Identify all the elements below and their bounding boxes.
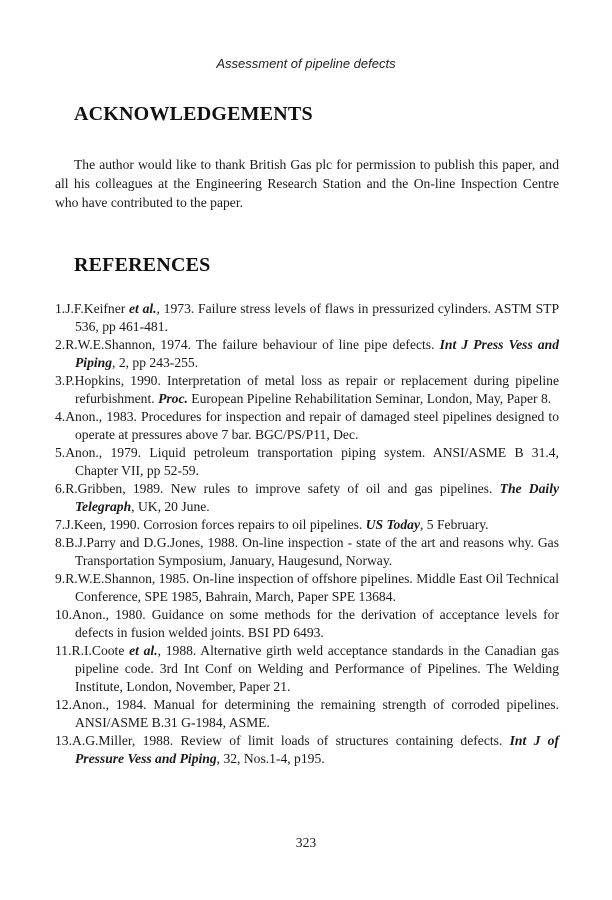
acknowledgements-paragraph: The author would like to thank British Gas plc for permission to publish this paper, and all his colleagues at the Engineering Research Station and the On-line Inspection Centre who have contributed to the paper. [55, 157, 559, 210]
reference-item [55, 606, 559, 642]
reference-number: 2. [55, 337, 66, 352]
reference-text: J.F.Keifner [65, 301, 130, 316]
reference-text: , 1973. Failure stress levels of flaws in pressurized cylinders. ASTM STP 536, pp 461-481. [75, 301, 560, 334]
reference-italic-text: Proc. [158, 391, 188, 406]
reference-text: , 5 February. [419, 517, 489, 532]
reference-number: 7. [55, 517, 66, 532]
reference-item [55, 300, 559, 336]
reference-text: , 32, Nos.1-4, p195. [216, 751, 325, 766]
reference-item [55, 732, 559, 768]
reference-italic-text: Int J Press Vess and Piping [75, 337, 559, 370]
reference-item [55, 408, 559, 444]
reference-text: R.Gribben, 1989. New rules to improve safety of oil and gas pipelines. [65, 481, 500, 496]
page-number: 323 [295, 835, 317, 850]
reference-number: 4. [55, 409, 66, 424]
reference-text: , 2, pp 243-255. [112, 355, 199, 370]
reference-text: Anon., 1980. Guidance on some methods for the derivation of acceptance levels for defects in fusion welded joints. BSI PD 6493. [72, 607, 559, 640]
reference-item [55, 516, 559, 534]
reference-number: 3. [55, 373, 66, 388]
reference-number: 1. [55, 301, 66, 316]
reference-text: European Pipeline Rehabilitation Seminar, London, May, Paper 8. [187, 391, 552, 406]
reference-text: , 1988. Alternative girth weld acceptance standards in the Canadian gas pipeline code. 3rd Int Conf on Welding and Performance of Pipelines. The Welding Institute, London, November, Paper 21. [75, 643, 559, 694]
reference-item [55, 444, 559, 480]
reference-italic-text: Int J of Pressure Vess and Piping [75, 733, 560, 766]
reference-item [55, 372, 559, 408]
reference-item [55, 642, 559, 696]
reference-italic-text: The Daily Telegraph [75, 481, 559, 514]
reference-italic-text: US Today [365, 517, 420, 532]
reference-text: R.W.E.Shannon, 1974. The failure behaviour of line pipe defects. [65, 337, 440, 352]
reference-list [55, 300, 559, 768]
reference-text: J.Keen, 1990. Corrosion forces repairs to oil pipelines. [65, 517, 366, 532]
reference-number: 11. [55, 643, 72, 658]
reference-text: Anon., 1983. Procedures for inspection and repair of damaged steel pipelines designed to operate at pressures above 7 bar. BGC/PS/P11, Dec. [65, 409, 559, 442]
reference-number: 5. [55, 445, 66, 460]
reference-text: R.I.Coote [71, 643, 130, 658]
running-head: Assessment of pipeline defects [216, 56, 396, 71]
reference-item [55, 336, 559, 372]
reference-number: 8. [55, 535, 66, 550]
reference-item [55, 480, 559, 516]
reference-text: P.Hopkins, 1990. Interpretation of metal loss as repair or replacement during pipeline refurbishment. [65, 373, 559, 406]
reference-number: 9. [55, 571, 66, 586]
reference-number: 10. [55, 607, 72, 622]
reference-item [55, 696, 559, 732]
reference-italic-text: et al. [129, 301, 157, 316]
reference-text: B.J.Parry and D.G.Jones, 1988. On-line inspection - state of the art and reasons why. Gas Transportation Symposium, January, Haugesund, Norway. [65, 535, 559, 568]
references-heading: REFERENCES [74, 254, 211, 276]
reference-text: Anon., 1979. Liquid petroleum transportation piping system. ANSI/ASME B 31.4, Chapter VII, pp 52-59. [65, 445, 559, 478]
reference-number: 12. [55, 697, 72, 712]
reference-italic-text: et al. [129, 643, 158, 658]
reference-number: 13. [55, 733, 72, 748]
reference-item [55, 570, 559, 606]
acknowledgements-heading: ACKNOWLEDGEMENTS [74, 103, 313, 125]
reference-number: 6. [55, 481, 66, 496]
reference-text: R.W.E.Shannon, 1985. On-line inspection of offshore pipelines. Middle East Oil Technical Conference, SPE 1985, Bahrain, March, Paper SPE 13684. [65, 571, 559, 604]
reference-text: , UK, 20 June. [131, 499, 210, 514]
reference-text: Anon., 1984. Manual for determining the remaining strength of corroded pipelines. ANSI/ASME B.31 G-1984, ASME. [72, 697, 559, 730]
reference-item [55, 534, 559, 570]
reference-text: A.G.Miller, 1988. Review of limit loads of structures containing defects. [72, 733, 510, 748]
